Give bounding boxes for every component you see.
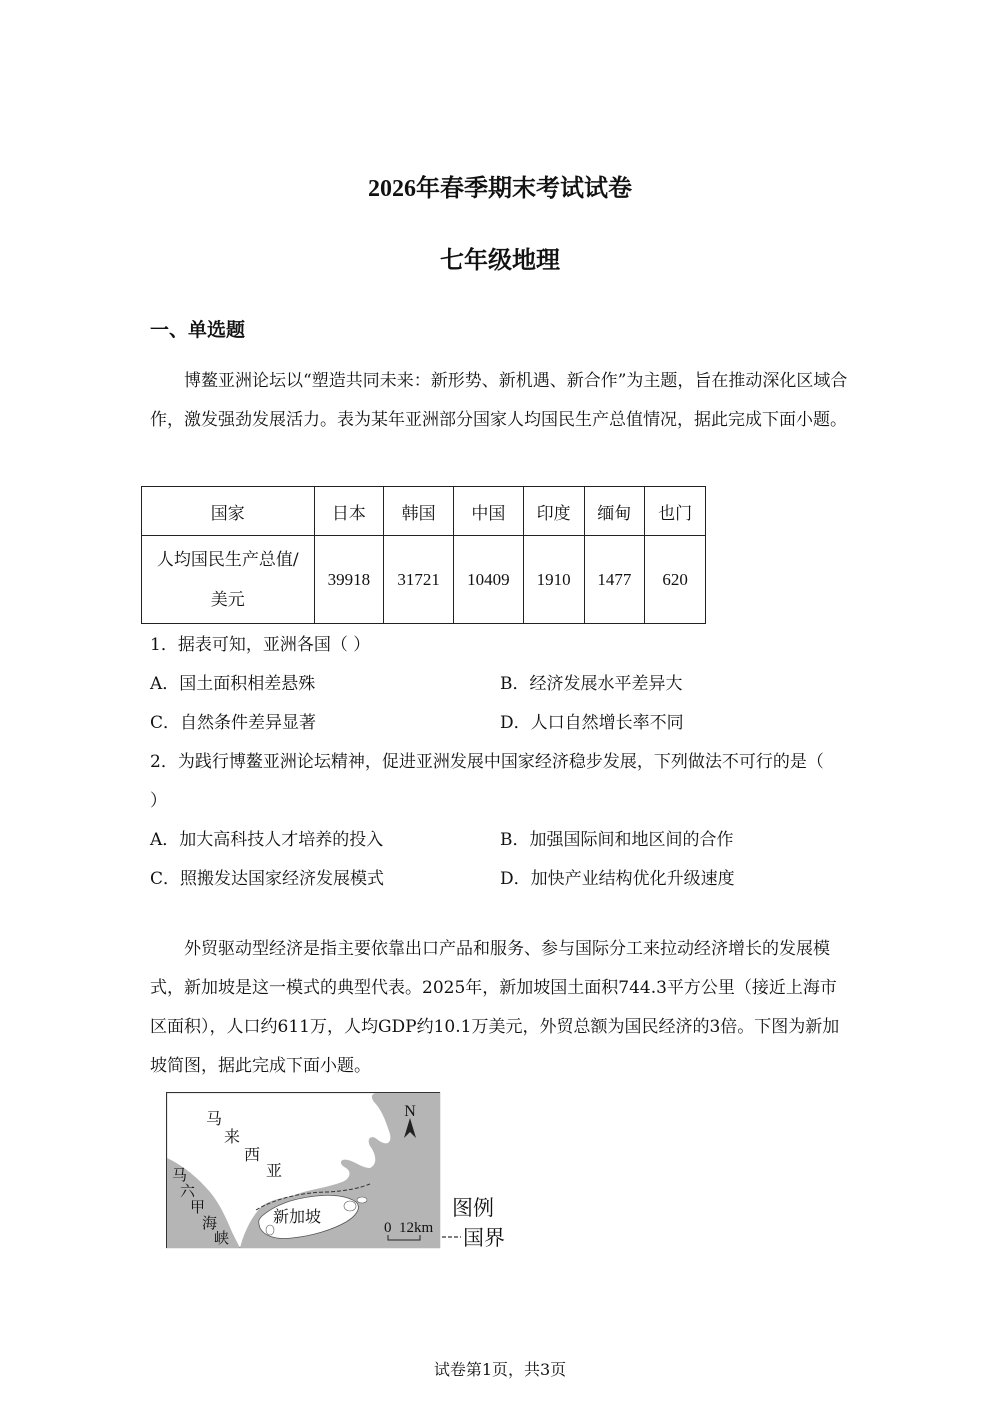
row-label-line2: 美元 [210,589,245,610]
question-1-stem: 1．据表可知，亚洲各国（ ） [150,635,371,655]
malaysia-label: 西 [244,1145,261,1164]
scale-label: 12km [399,1220,434,1236]
legend-item: 国界 [463,1226,505,1250]
strait-label: 马 [172,1166,188,1184]
table-country: 日本 [314,487,384,536]
question-2-option-a: A．加大高科技人才培养的投入 [150,830,384,850]
table-value: 39918 [314,536,384,624]
legend-border-symbol [440,1234,462,1240]
page-footer: 试卷第1页，共3页 [433,1360,567,1379]
table-country: 中国 [454,487,524,536]
malaysia-label: 来 [224,1127,241,1146]
intro-paragraph-1: 博鳌亚洲论坛以“塑造共同未来：新形势、新机遇、新合作”为主题，旨在推动深化区域合作，激发强劲发展活力。表为某年亚洲部分国家人均国民生产总值情况，据此完成下面小题。 [150,371,848,430]
table-header-row [142,487,706,536]
strait-label: 甲 [190,1198,206,1216]
table-header-label: 国家 [142,487,315,536]
small-island [344,1201,356,1211]
north-label: N [404,1103,416,1120]
table-value: 1910 [523,536,584,624]
question-2-option-b: B．加强国际间和地区间的合作 [500,830,734,850]
intro-paragraph-2: 外贸驱动型经济是指主要依靠出口产品和服务、参与国际分工来拉动经济增长的发展模式，新加坡是这一模式的典型代表。2025年，新加坡国土面积744.3平方公里（接近上海市区面积），人口约611万，人均GDP约10.1万美元，外贸总额为国民经济的3倍。下图为新加坡简图，据此完成下面小题。 [150,939,840,1076]
question-2-stem-end: ） [150,791,167,811]
table-value-row [142,536,706,624]
singapore-map [166,1092,441,1249]
table-value: 10409 [454,536,524,624]
table-value: 620 [645,536,706,624]
section-heading: 一、单选题 [150,319,246,341]
table-country: 印度 [523,487,584,536]
question-1-option-b: B．经济发展水平差异大 [500,674,683,694]
gdp-table [141,486,706,624]
question-2-option-d: D．加快产业结构优化升级速度 [500,869,735,889]
exam-title: 2026年春季期末考试试卷 [368,176,632,202]
question-1-option-d: D．人口自然增长率不同 [500,713,684,733]
legend-title: 图例 [452,1196,494,1220]
scale-zero: 0 [384,1220,392,1236]
question-2-option-c: C．照搬发达国家经济发展模式 [150,869,385,889]
question-2-stem: 2．为践行博鳌亚洲论坛精神，促进亚洲发展中国家经济稳步发展，下列做法不可行的是（ [150,752,824,772]
malaysia-label: 马 [206,1109,223,1128]
small-island [357,1197,367,1203]
table-country: 缅甸 [584,487,645,536]
row-label-line1: 人均国民生产总值/ [156,549,299,570]
table-country: 韩国 [384,487,454,536]
strait-label: 峡 [214,1229,230,1247]
strait-label: 海 [202,1214,218,1232]
malaysia-label: 亚 [266,1161,283,1180]
table-country: 也门 [645,487,706,536]
small-island [266,1225,274,1235]
question-1-option-c: C．自然条件差异显著 [150,713,317,733]
question-1-option-a: A．国土面积相差悬殊 [150,674,316,694]
table-value: 1477 [584,536,645,624]
strait-label: 六 [180,1182,196,1200]
singapore-label: 新加坡 [273,1207,322,1226]
table-value: 31721 [384,536,454,624]
exam-subtitle: 七年级地理 [440,248,560,274]
table-row-label [142,536,315,624]
